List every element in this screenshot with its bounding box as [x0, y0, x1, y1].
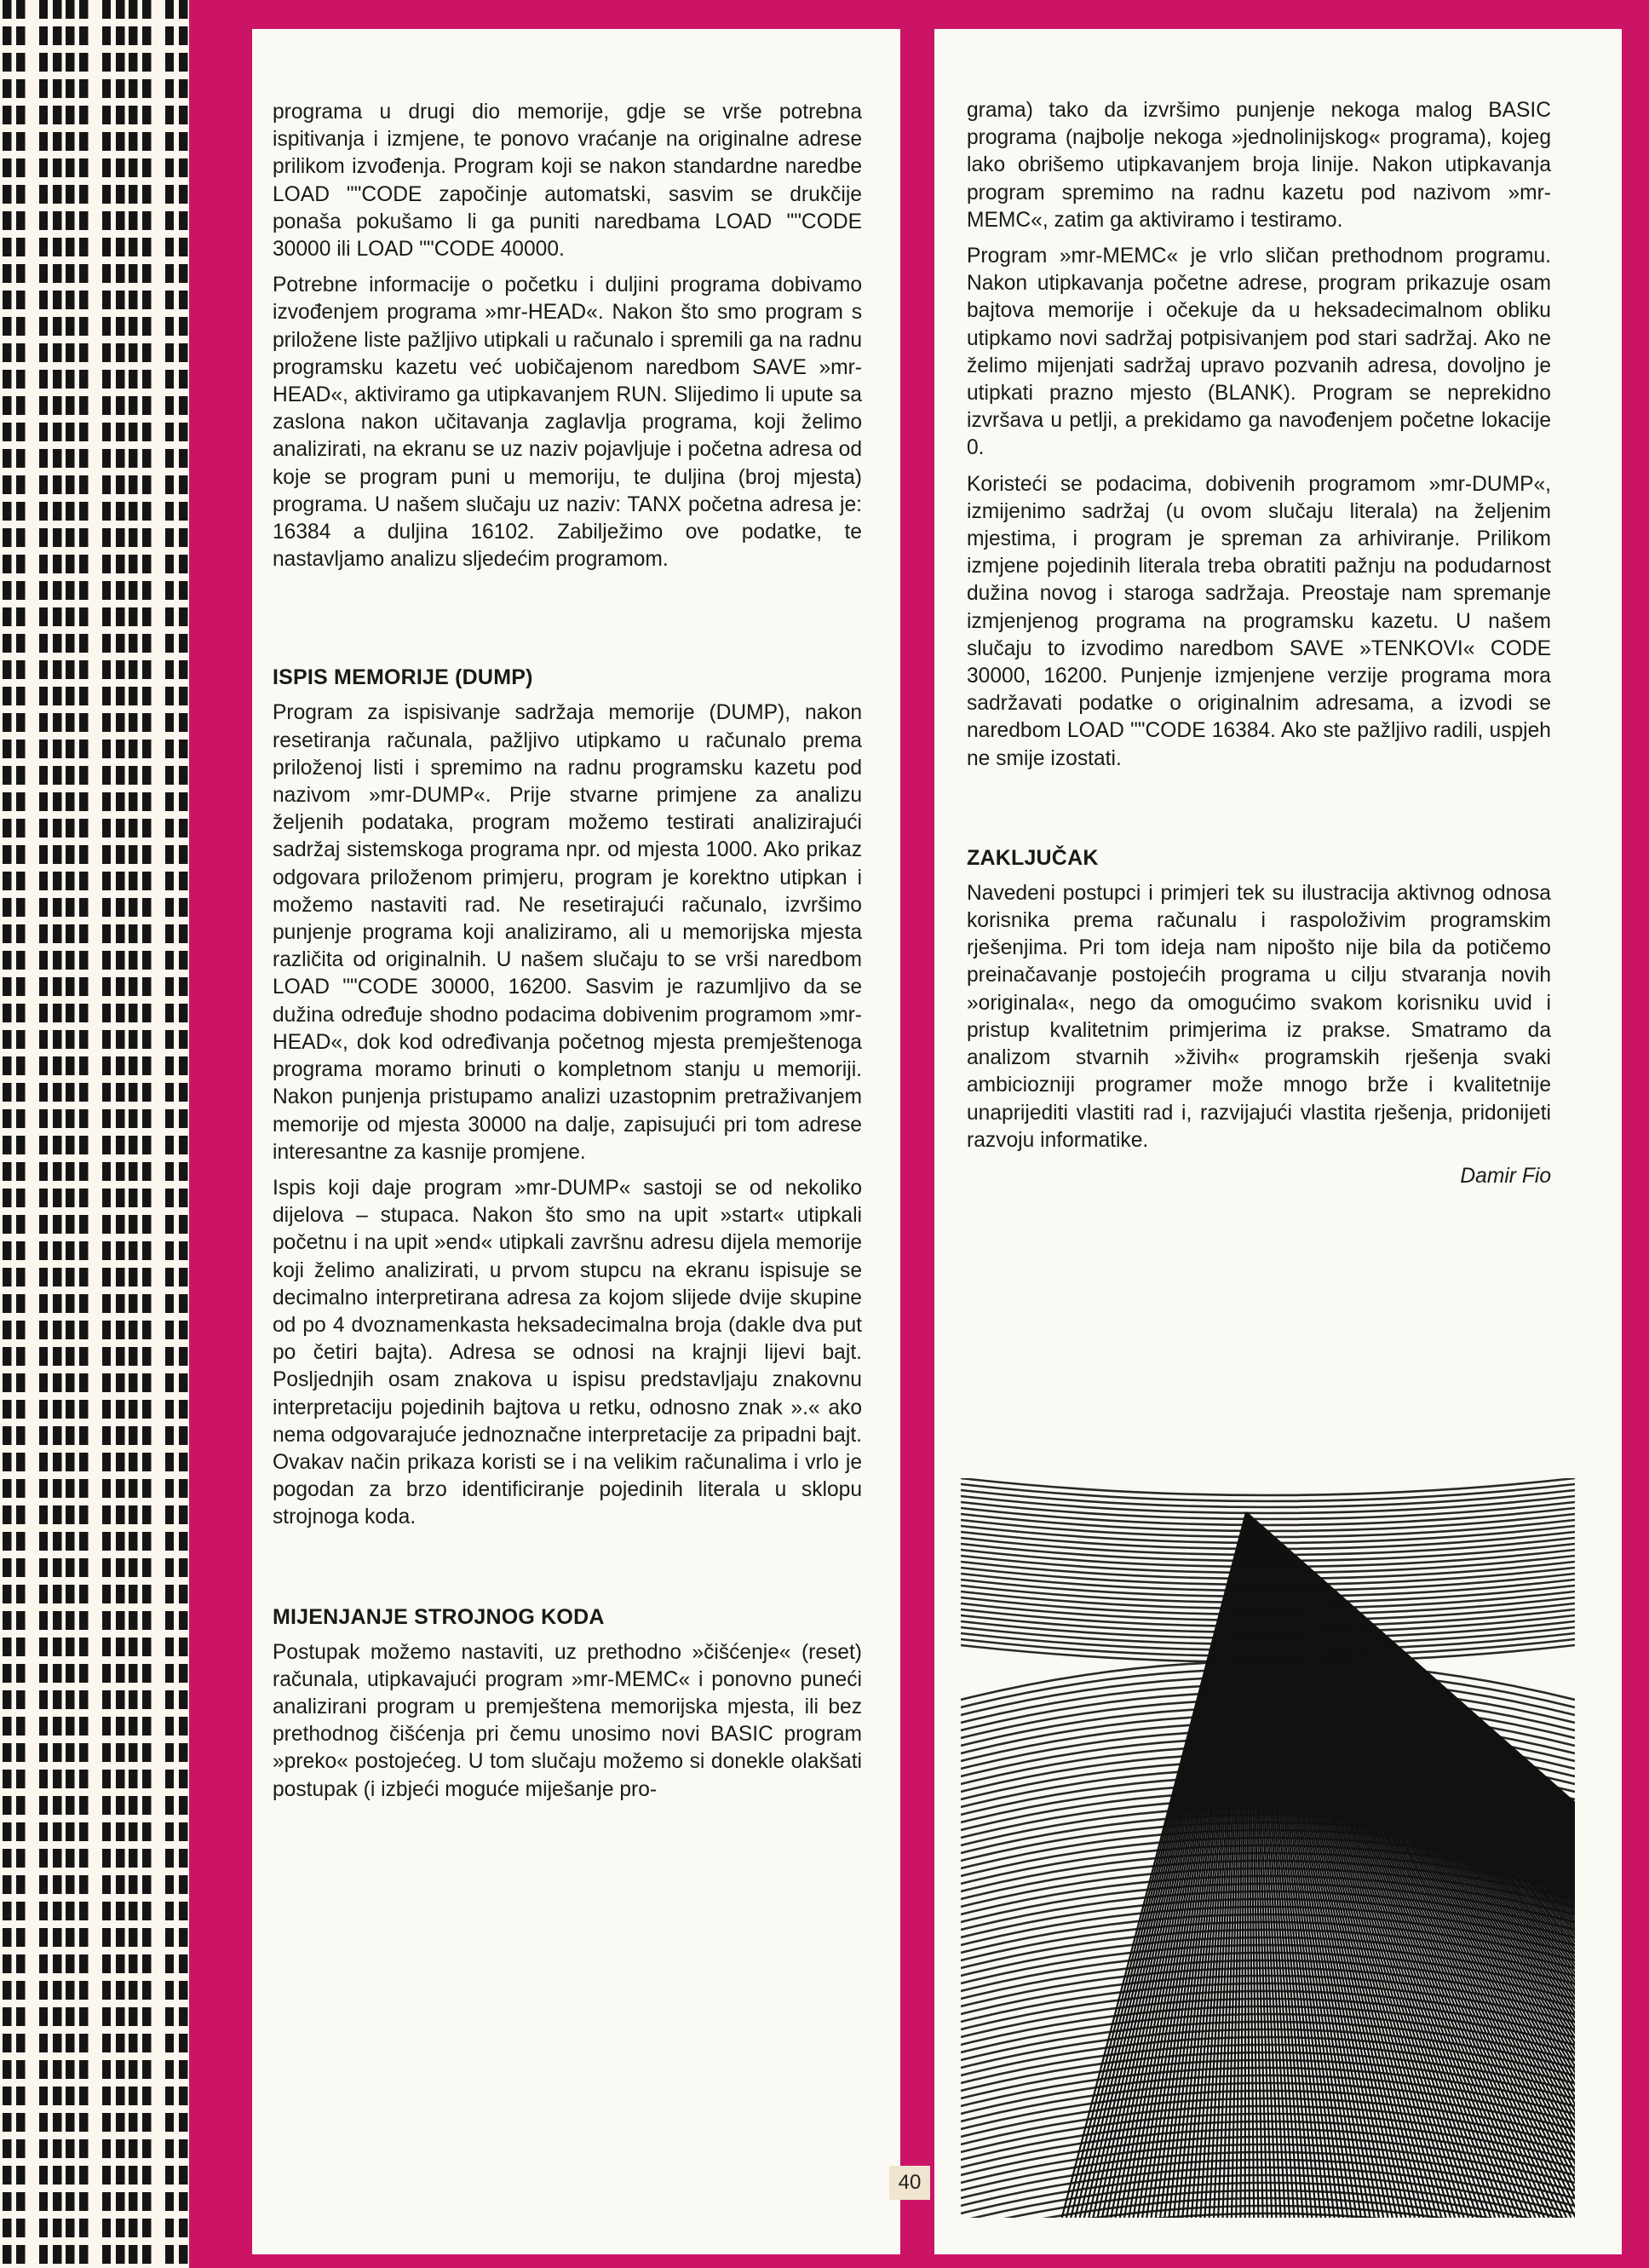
paragraph: Potrebne informacije o početku i duljini programa dobivamo izvođenjem programa »mr-HEAD«. Nakon što smo program s priložene liste pažljivo utipkali u računalo i spremili ga na radnu programsku kazetu već uobičajenom naredbom SAVE »mr-HEAD«, aktiviramo ga utipkavanjem RUN. Slijedimo li upute sa zaslona nakon učitavanja zaglavlja programa, koji želimo analizirati, na ekranu se uz naziv pojavljuje i početna adresa od koje se program puni u memoriju, te duljina (broj mjesta) programa. U našem slučaju uz naziv: TANX početna adresa je: 16384 a duljina 16102. Zabilježimo ove podatke, te nastavljamo analizu sljedećim programom.: [273, 273, 862, 572]
decorative-border-strip: [0, 0, 189, 2268]
page-number: 40: [889, 2166, 930, 2200]
right-text-column: [967, 97, 1551, 1199]
paragraph: Ispis koji daje program »mr-DUMP« sastoji se od nekoliko dijelova – stupaca. Nakon što smo na upit »start« utipkali početnu i na upit »end« utipkali završnu adresu dijela memorije koji želimo analizirati, u prvom stupcu na ekranu ispisuje se decimalno interpretirana adresa za kojom slijede dvije skupine od po 4 dvoznamenkasta heksadecimalna broja (dakle dva put po četiri bajta). Adresa se odnosi na krajnji lijevi bajt. Posljednjih osam znakova u ispisu predstavljaju znakovnu interpretaciju pojedinih bajtova u retku, odnosno znak ».« ako nema odgovarajuće jednoznačne interpretacije za pripadni bajt. Ovakav način prikaza koristi se i na velikim računalima i vrlo je pogodan za brzo identificiranje pojedinih literala u sklopu strojnoga koda.: [273, 1176, 862, 1529]
paragraph: Program »mr-MEMC« je vrlo sličan prethodnom programu. Nakon utipkavanja početne adrese, program prikazuje osam bajtova memorije i očekuje da u heksadecimalnom obliku utipkamo novi sadržaj potpisivanjem pod stari sadržaj. Ako ne želimo mijenjati sadržaj upravo pozvanih adresa, dovoljno je utipkati prazno mjesto (BLANK). Program se neprekidno izvršava u petlji, a prekidamo ga navođenjem početne lokacije 0.: [967, 245, 1551, 460]
right-page-panel: [934, 29, 1622, 2254]
paragraph: Navedeni postupci i primjeri tek su ilustracija aktivnog odnosa korisnika prema računalu i raspoloživim programskim rješenjima. Pri tom ideja nam nipošto nije bila da potičemo preinačavanje postojećih programa u cilju stvaranja novih »originala«, nego da omogućimo svakom korisniku uvid i pristup kvalitetnim primjerima iz prakse. Smatramo da analizom stvarnih »živih« programskih rješenja svaki ambiciozniji programer može mnogo brže i kvalitetnije unaprijediti vlastiti rad i, razvijajući vlastita rješenja, pridonijeti razvoju informatike.: [967, 881, 1551, 1152]
section-heading-dump: ISPIS MEMORIJE (DUMP): [273, 665, 533, 690]
section-heading-zakljucak: ZAKLJUČAK: [967, 845, 1099, 870]
paragraph: Postupak možemo nastaviti, uz prethodno »čišćenje« (reset) računala, utipkavajući program »mr-MEMC« i ponovno puneći analizirani program u premještena memorijska mjesta, ili bez prethodnog čišćenja pri čemu unosimo novi BASIC program »preko« postojećeg. U tom slučaju možemo si donekle olakšati postupak (i izbjeći moguće miješanje pro-: [273, 1640, 862, 1801]
moire-pattern-image: [961, 1478, 1575, 2218]
paragraph: programa u drugi dio memorije, gdje se vrše potrebna ispitivanja i izmjene, te ponovo vraćanje na originalne adrese prilikom izvođenja. Program koji se nakon standardne naredbe LOAD ""CODE započinje automatski, sasvim se drukčije ponaša pokušamo li ga puniti naredbama LOAD ""CODE 30000 ili LOAD ""CODE 40000.: [273, 101, 862, 262]
magenta-margin: [189, 0, 215, 2268]
section-heading-mijenjanje: MIJENJANJE STROJNOG KODA: [273, 1604, 605, 1629]
moire-graphic: [961, 1478, 1575, 2218]
paragraph: Program za ispisivanje sadržaja memorije (DUMP), nakon resetiranja računala, pažljivo utipkamo u računalo prema priloženoj listi i spremimo na radnu programsku kazetu pod nazivom »mr-DUMP«. Prije stvarne primjene za analizu željenih podataka, program možemo testirati analizirajući sadržaj sistemskoga programa npr. od mjesta 1000. Ako prikaz odgovara priloženom primjeru, program je korektno utipkan i možemo nastaviti rad. Ne resetirajući računalo, izvršimo punjenje programa koji analiziramo, ali u memorijska mjesta različita od originalnih. U našem slučaju to se vrši naredbom LOAD ""CODE 30000, 16200. Sasvim je razumljivo da se dužina određuje shodno podacima dobivenim programom »mr-HEAD«, dok kod određivanja početnog mjesta premještenoga programa moramo brinuti o kompletnom stanju u memoriji. Nakon punjenja pristupamo analizi uzastopnim pretraživanjem memorije od mjesta 30000 na dalje, zapisujući pri tom adrese interesantne za kasnije promjene.: [273, 701, 862, 1164]
paragraph: grama) tako da izvršimo punjenje nekoga malog BASIC programa (najbolje nekoga »jednolinijskog« programa), kojeg lako obrišemo utipkavanjem broja linije. Nakon utipkavanja program spremimo na radnu kazetu pod nazivom »mr-MEMC«, zatim ga aktiviramo i testiramo.: [967, 99, 1551, 232]
left-text-column: [273, 99, 862, 1812]
author-signature: Damir Fio: [1460, 1164, 1551, 1188]
paragraph: Koristeći se podacima, dobivenih programom »mr-DUMP«, izmijenimo sadržaj (u ovom slučaju literala) na željenim mjestima, i program je spreman za arhiviranje. Prilikom izmjene pojedinih literala treba obratiti pažnju na podudarnost dužina novog i staroga sadržaja. Preostaje nam spremanje izmjenjenog programa na programsku kazetu. U našem slučaju to izvodimo naredbom SAVE »TENKOVI« CODE 30000, 16200. Punjenje izmjenjene verzije programa mora sadržavati podatke o originalnim adresama, a izvodi se naredbom LOAD ""CODE 16384. Ako ste pažljivo radili, uspjeh ne smije izostati.: [967, 472, 1551, 770]
left-page-panel: [252, 29, 900, 2254]
